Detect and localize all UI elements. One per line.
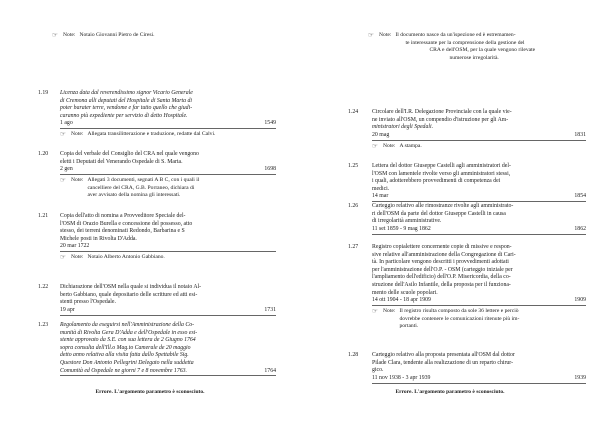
- note-line: portanti.: [399, 323, 419, 330]
- entry-number: 1.24: [348, 109, 359, 115]
- entry-1-23: [38, 322, 276, 376]
- entry-number: 1.25: [348, 163, 359, 169]
- pointing-hand-icon: ☞: [368, 32, 374, 39]
- note-label: Note:: [71, 254, 84, 261]
- entry-note: [372, 308, 586, 331]
- entry-line: Carteggio relativo alle rimostranze rivolte agli amministrato-: [372, 203, 514, 209]
- entry-date: 20 mar 1722: [60, 243, 90, 250]
- entry-note: [372, 143, 586, 151]
- note-label: Note:: [383, 308, 396, 315]
- pointing-hand-icon: ☞: [52, 32, 58, 39]
- note-label: Note:: [63, 32, 76, 38]
- page-footer: Errore. L'argomento parametro è sconosciuto.: [95, 389, 205, 395]
- entry-number: 1.26: [348, 203, 359, 209]
- note-line: A stampa.: [399, 142, 422, 149]
- entry-1-26: [348, 203, 586, 235]
- entry-line: ministratori degli Spedali.: [372, 124, 434, 131]
- date-row: [60, 166, 276, 175]
- note-label: Note:: [383, 142, 396, 149]
- entry-date: 11 nov 1938 - 3 apr 1939: [372, 374, 431, 381]
- entry-line: Michele posti in Rivolta D'Adda.: [60, 235, 137, 242]
- note-label: Note:: [379, 32, 392, 38]
- entry-note: [60, 177, 276, 200]
- note-line: cancelliere del CRA, G.B. Porraneo, dichiara di: [87, 184, 195, 191]
- entry-year: 1549: [264, 120, 276, 127]
- entry-line: medici.: [372, 185, 390, 192]
- entry-date: 14 ott 1904 - 18 apr 1909: [372, 297, 431, 304]
- entry-date: 11 set 1859 - 9 mag 1862: [372, 225, 431, 232]
- entry-line: Pilade Clara, tendente alla realizzazione di un reparto chirur-: [372, 359, 514, 366]
- entry-line: detto anno relativa alla visita fatta dallo Spettabile Sig.: [60, 352, 189, 359]
- note-line: te interessante per la comprensione della gestione del: [405, 39, 525, 46]
- entry-year: 1939: [574, 374, 586, 381]
- date-row: [372, 226, 586, 235]
- entry-date: 14 mar: [372, 193, 389, 200]
- entry-1-25: [348, 163, 586, 202]
- note-line: Allegati 3 documenti, segnati A B C, con i quali il: [87, 177, 200, 184]
- entry-line: tà. In particolare vengono descritti i provvedimenti adottati: [372, 259, 509, 266]
- note-label: Note:: [71, 177, 84, 184]
- note-text: Notaio Giovanni Pietro de Ciresi.: [79, 32, 155, 38]
- entry-line: ri dell'OSM da parte del dottor Giuseppe Castelli in causa: [372, 210, 506, 217]
- entry-line: mento delle scuole popolari.: [372, 289, 438, 296]
- entry-line: caranno più expediente per servizio di detto Hospitale.: [60, 112, 188, 119]
- note-line: CRA e dell'OSM, per la quale vengono rilevate: [429, 47, 536, 54]
- entry-date: 19 apr: [60, 306, 75, 313]
- entry-number: 1.21: [38, 213, 49, 219]
- entry-year: 1764: [264, 367, 276, 374]
- entry-date: 1 ago: [60, 120, 73, 127]
- page-footer: Errore. L'argomento parametro è sconosciuto.: [395, 389, 505, 395]
- entry-number: 1.28: [348, 352, 359, 358]
- entry-note: [60, 254, 276, 262]
- date-row: [372, 375, 586, 384]
- entry-note: [60, 131, 276, 139]
- date-row: [372, 297, 586, 306]
- entry-line: di Cremona alli deputati del Hospitale di Santa Marta di: [60, 97, 192, 104]
- date-row: [372, 132, 586, 141]
- entry-date: 2 gen: [60, 166, 73, 173]
- entry-line: l'ampliamento dell'edificio) dell'O.P. Misericordia, della co-: [372, 274, 511, 281]
- entry-year: 1731: [264, 306, 276, 313]
- entry-1-22: [38, 284, 276, 316]
- top-note: [52, 32, 292, 40]
- entry-line: Comunità ed Ospedale ne giorni 7 e 8 novembre 1763.: [60, 367, 187, 374]
- date-row: [60, 243, 276, 252]
- entry-year: 1698: [264, 166, 276, 173]
- entry-line: munità di Rivolta Gera D'Adda e dell'Ospedale in esso esi-: [60, 329, 198, 336]
- entry-year: 1862: [574, 225, 586, 232]
- entry-line: i quali, adotterebbero provvedimenti di competenza dei: [372, 178, 501, 185]
- entry-line: l'OSM con lamentele rivolte verso gli amministratori stessi,: [372, 170, 511, 177]
- entry-1-21: [38, 213, 276, 262]
- entry-year: 1854: [574, 193, 586, 200]
- pointing-hand-icon: ☞: [372, 142, 378, 150]
- entry-line: di irregolarità amministrative.: [372, 218, 442, 225]
- entry-line: Registro copialettere concernente copie di missive e respon-: [372, 244, 512, 250]
- entry-line: Lettera del dottor Giuseppe Castelli agli amministratori del-: [372, 163, 511, 169]
- date-row: [372, 193, 586, 202]
- entry-line: stente approvato da S.E. con sua lettera de 2 Giugno 1764: [60, 337, 196, 344]
- note-line: dovrebbe contenere le comunicazioni ritenute più im-: [399, 315, 520, 322]
- entry-line: Copia del verbale del Consiglio del CRA nel quale vengono: [60, 151, 199, 157]
- entry-line: Regolamento da eseguirsi nell'Amministrazione della Co-: [60, 322, 195, 328]
- pointing-hand-icon: ☞: [60, 177, 66, 185]
- entry-1-19: [38, 90, 276, 139]
- note-label: Note:: [71, 131, 84, 138]
- note-line: Allegata transilitterazione e traduzione, redatte dal Calvi.: [87, 131, 216, 138]
- entry-date: 20 mag: [372, 131, 390, 138]
- note-line: Il registro risulta composto da sole 36 lettere e perciò: [399, 308, 519, 315]
- entry-year: 1909: [574, 297, 586, 304]
- note-line: Notaio Alberto Antonio Gabbiano.: [87, 254, 165, 261]
- entry-line: sive relative all'amministrazione della Congregazione di Cari-: [372, 251, 516, 258]
- entry-line: Licenza data dal reverendissimo signor Vicario Generale: [60, 90, 193, 96]
- entry-line: stesso, dei terreni denominati Redondo, Barbarina e S: [60, 228, 185, 235]
- entry-line: eletti i Deputati del Venerando Ospedale di S. Marta.: [60, 158, 183, 165]
- entry-number: 1.19: [38, 90, 49, 96]
- entry-line: Dichiarazione dell'OSM nella quale si individua il notaio Al-: [60, 284, 202, 290]
- entry-line: gico.: [372, 367, 384, 374]
- entry-line: l'OSM di Orazio Burella e concessione del possesso, atto: [60, 220, 193, 227]
- right-page: [300, 0, 600, 424]
- entry-line: stenti presso l'Ospedale.: [60, 299, 116, 306]
- pointing-hand-icon: ☞: [60, 254, 66, 262]
- entry-1-20: [38, 151, 276, 200]
- entry-year: 1831: [574, 131, 586, 138]
- pointing-hand-icon: ☞: [60, 131, 66, 139]
- entry-line: sopra consulta dell'Ill.o Mag.to Camerale de 20 maggio: [60, 344, 191, 351]
- date-row: [60, 120, 276, 129]
- entry-line: Carteggio relativo alla proposta presentata all'OSM dal dottor: [372, 352, 515, 358]
- entry-number: 1.27: [348, 244, 359, 250]
- entry-number: 1.23: [38, 322, 49, 328]
- note-line: Il documento nasce da un'ispezione ed è estremamen-: [395, 32, 516, 38]
- pointing-hand-icon: ☞: [372, 308, 378, 316]
- top-note: [368, 32, 590, 62]
- note-line: numerose irregolarità.: [449, 54, 499, 61]
- entry-1-27: [348, 244, 586, 331]
- note-line: aver avvisato della nomina gli interessati.: [87, 192, 181, 199]
- entry-line: Circolare dell'I.R. Delegazione Provinciale con la quale vie-: [372, 109, 512, 115]
- entry-line: Copia dell'atto di nomina a Provveditore Speciale del-: [60, 213, 186, 219]
- date-row: [60, 307, 276, 316]
- entry-number: 1.20: [38, 151, 49, 157]
- entry-line: per l'amministrazione dell'O.P. - OSM (carteggio iniziale per: [372, 266, 513, 273]
- entry-line: berto Gabbiano, quale depositario delle scritture ed atti esi-: [60, 291, 198, 298]
- entry-line: Questore Don Antonio Pellegrini Delegato nella suddetta: [60, 359, 194, 366]
- entry-line: poter barater terre, vendome e far tutto quello che giudi-: [60, 105, 193, 112]
- entry-1-24: [348, 109, 586, 150]
- entry-number: 1.22: [38, 284, 49, 290]
- entry-line: struzione dell'Asilo Infantile, della proposta per il funziona-: [372, 281, 511, 288]
- entry-line: ne inviato all'OSM, un compendio d'istruzione per gli Am-: [372, 116, 509, 123]
- entry-1-28: [348, 352, 586, 384]
